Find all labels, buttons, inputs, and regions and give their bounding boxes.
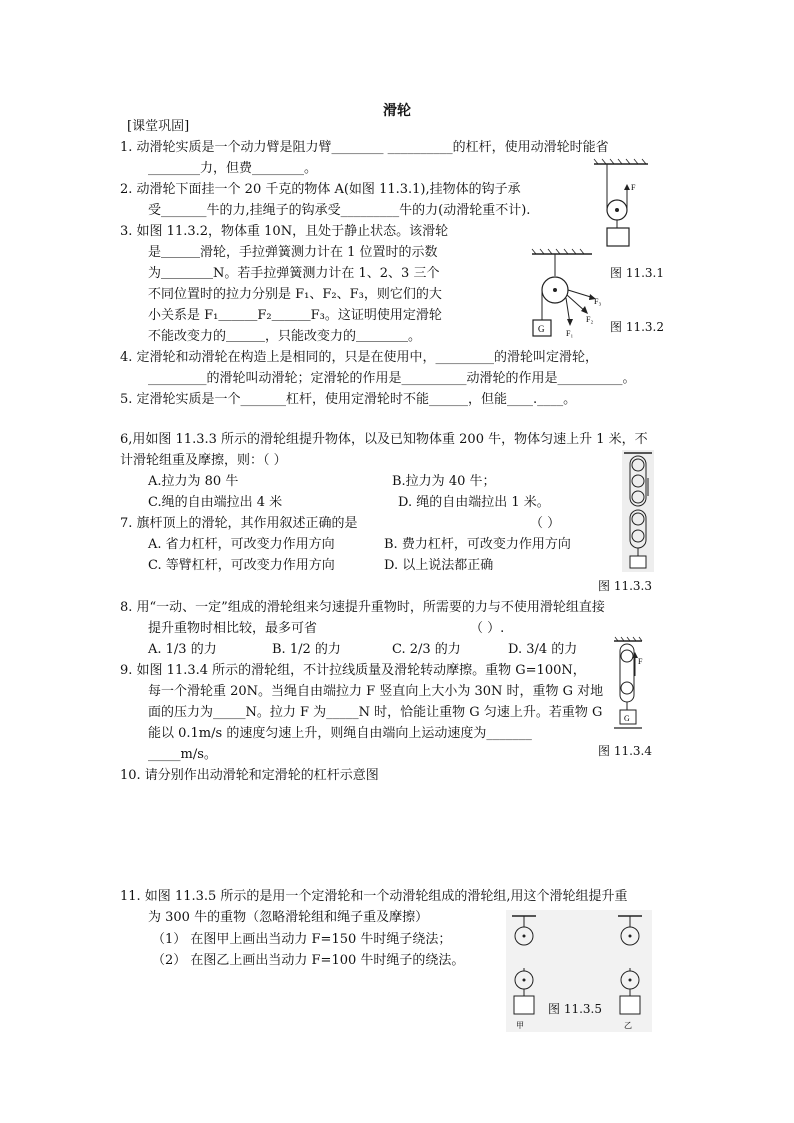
q10-line1: 10. 请分别作出动滑轮和定滑轮的杠杆示意图 (120, 768, 379, 783)
figure-11-3-4 (610, 636, 646, 736)
page-title: 滑轮 (383, 103, 411, 119)
q11-sub2: （2） 在图乙上画出当动力 F=100 牛时绳子的绕法。 (152, 953, 465, 968)
figure-11-3-1 (586, 158, 658, 252)
q4-line1: 4. 定滑轮和动滑轮在构造上是相同的，只是在使用中，_________的滑轮叫定滑轮， (120, 350, 599, 365)
q8-paren: （ ）. (470, 621, 505, 636)
q5-line1: 5. 定滑轮实质是一个_______杠杆，使用定滑轮时不能______，但能____.____。 (120, 392, 577, 407)
q6-option-a: A.拉力为 80 牛 (148, 474, 239, 489)
q2-line2: 受_______牛的力,挂绳子的钩承受_________牛的力(动滑轮重不计). (148, 203, 531, 218)
q1-line2: ________力，但费________。 (148, 161, 318, 176)
f4-weight-label: G (624, 714, 630, 723)
q3-line6: 不能改变力的＿＿＿，只能改变力的＿＿＿＿。 (148, 329, 422, 344)
q7-line1: 7. 旗杆顶上的滑轮，其作用叙述正确的是 (120, 516, 358, 531)
q2-line1: 2. 动滑轮下面挂一个 20 千克的物体 A(如图 11.3.1),挂物体的钩子承 (120, 182, 521, 197)
q3-line5: 小关系是 F₁＿＿＿F₂＿＿＿F₃。这证明使用定滑轮 (148, 308, 442, 323)
q11-line2: 为 300 牛的重物（忽略滑轮组和绳子重及摩擦） (148, 910, 429, 925)
q4-line2: _________的滑轮叫动滑轮；定滑轮的作用是__________动滑轮的作用是__________。 (148, 371, 636, 386)
figure-11-3-3 (620, 448, 656, 574)
q7-paren: （ ） (530, 516, 561, 531)
f2-force2-label: F₂ (586, 315, 594, 324)
caption-11-3-3: 图 11.3.3 (598, 579, 652, 593)
q8-option-a: A. 1/3 的力 (148, 642, 217, 657)
q9-line5: _____m/s。 (148, 747, 217, 762)
q7-option-a: A. 省力杠杆，可改变力作用方向 (148, 537, 335, 552)
q6-option-d: D. 绳的自由端拉出 1 米。 (398, 495, 550, 510)
q1-line1: 1. 动滑轮实质是一个动力臂是阻力臂________ __________的杠杆，使用动滑轮时能省 (120, 140, 609, 155)
q9-line1: 9. 如图 11.3.4 所示的滑轮组，不计拉线质量及滑轮转动摩擦。重物 G=100N， (120, 663, 586, 678)
q3-line4: 不同位置时的拉力分别是 F₁、F₂、F₃，则它们的大 (148, 287, 442, 302)
caption-11-3-1: 图 11.3.1 (610, 266, 664, 280)
q8-option-b: B. 1/2 的力 (272, 642, 341, 657)
q11-line1: 11. 如图 11.3.5 所示的是用一个定滑轮和一个动滑轮组成的滑轮组,用这个滑轮组提升重 (120, 889, 628, 904)
f2-force1-label: F₁ (566, 329, 574, 338)
q9-line2: 每一个滑轮重 20N。当绳自由端拉力 F 竖直向上大小为 30N 时，重物 G 对地 (148, 684, 604, 699)
caption-11-3-5: 图 11.3.5 (548, 1002, 602, 1016)
q8-line1: 8. 用“一动、一定”组成的滑轮组来匀速提升重物时，所需要的力与不使用滑轮组直接 (120, 600, 605, 615)
q9-line4: 能以 0.1m/s 的速度匀速上升，则绳自由端向上运动速度为_______ (148, 726, 532, 741)
f5-left-label: 甲 (516, 1021, 524, 1030)
caption-11-3-4: 图 11.3.4 (598, 744, 652, 758)
f4-force-label: F (638, 657, 643, 666)
caption-11-3-2: 图 11.3.2 (610, 320, 664, 334)
section-label: [课堂巩固] (127, 119, 190, 134)
q3-line3: 为＿＿＿＿N。若手拉弹簧测力计在 1、2、3 三个 (148, 266, 440, 281)
q11-sub1: （1） 在图甲上画出当动力 F=150 牛时绳子绕法； (152, 932, 452, 947)
q8-line2: 提升重物时相比较，最多可省 (148, 621, 318, 636)
f2-weight-label: G (538, 324, 545, 334)
q6-option-c: C.绳的自由端拉出 4 米 (148, 495, 283, 510)
q7-option-c: C. 等臂杠杆，可改变力作用方向 (148, 558, 335, 573)
f1-force-label: F (631, 183, 636, 192)
q8-option-c: C. 2/3 的力 (392, 642, 461, 657)
figure-11-3-2 (522, 248, 610, 340)
q7-option-b: B. 费力杠杆，可改变力作用方向 (384, 537, 571, 552)
q9-line3: 面的压力为_____N。拉力 F 为_____N 时，恰能让重物 G 匀速上升。若重物 G (148, 705, 603, 720)
q6-line1: 6,用如图 11.3.3 所示的滑轮组提升物体，以及已知物体重 200 牛，物体匀速上升 1 米，不 (120, 432, 648, 447)
q7-option-d: D. 以上说法都正确 (384, 558, 494, 573)
q8-option-d: D. 3/4 的力 (508, 642, 578, 657)
q3-line2: 是＿＿＿滑轮，手拉弹簧测力计在 1 位置时的示数 (148, 245, 438, 260)
q3-line1: 3. 如图 11.3.2，物体重 10N，且处于静止状态。该滑轮 (120, 224, 449, 239)
f5-right-label: 乙 (624, 1021, 632, 1030)
q6-option-b: B.拉力为 40 牛； (392, 474, 496, 489)
f2-force3-label: F₃ (594, 297, 602, 306)
q6-line2: 计滑轮组重及摩擦，则：（ ） (120, 453, 287, 468)
